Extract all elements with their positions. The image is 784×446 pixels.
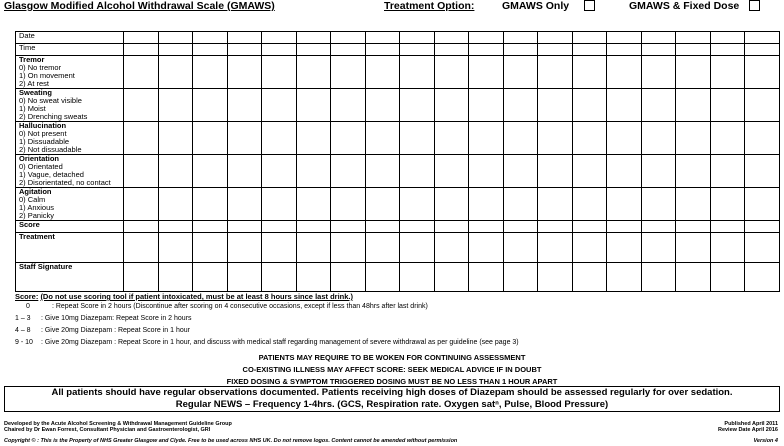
entry-cell[interactable] <box>331 221 366 233</box>
entry-cell[interactable] <box>710 89 745 122</box>
entry-cell[interactable] <box>538 221 573 233</box>
entry-cell[interactable] <box>572 89 607 122</box>
row-option: 2) Not dissuadable <box>19 145 82 154</box>
row-option: 1) On movement <box>19 71 75 80</box>
entry-cell[interactable] <box>538 188 573 221</box>
observations-line-2: Regular NEWS – Frequency 1-4hrs. (GCS, Respiration rate. Oxygen satⁿ, Pulse, Blood Pressure) <box>175 399 609 410</box>
entry-cell[interactable] <box>296 221 331 233</box>
entry-cell[interactable] <box>158 44 193 56</box>
entry-cell[interactable] <box>365 155 400 188</box>
entry-cell[interactable] <box>193 155 228 188</box>
row-label-cell <box>16 233 124 263</box>
entry-cell[interactable] <box>745 89 780 122</box>
entry-cell[interactable] <box>296 188 331 221</box>
entry-cell[interactable] <box>158 221 193 233</box>
entry-cell[interactable] <box>400 89 435 122</box>
entry-cell[interactable] <box>607 233 642 263</box>
row-label-cell <box>16 44 124 56</box>
row-label-cell <box>16 188 124 221</box>
row-label: Tremor <box>19 55 45 64</box>
entry-cell[interactable] <box>572 233 607 263</box>
footer-copyright: Copyright © : This is the Property of NHS Greater Glasgow and Clyde. Free to be used across NHS UK. Do not remove logos. Content cannot be amended without permission <box>4 438 458 444</box>
grid-row <box>16 56 780 89</box>
entry-cell[interactable] <box>158 89 193 122</box>
row-option: 2) Panicky <box>19 211 55 220</box>
entry-cell[interactable] <box>641 44 676 56</box>
entry-cell[interactable] <box>400 122 435 155</box>
entry-cell[interactable] <box>607 89 642 122</box>
entry-cell[interactable] <box>434 122 469 155</box>
entry-cell[interactable] <box>124 89 159 122</box>
row-label: Agitation <box>19 187 52 196</box>
entry-cell[interactable] <box>434 89 469 122</box>
entry-cell[interactable] <box>434 44 469 56</box>
entry-cell[interactable] <box>538 89 573 122</box>
entry-cell[interactable] <box>262 233 297 263</box>
entry-cell[interactable] <box>503 44 538 56</box>
entry-cell[interactable] <box>262 32 297 44</box>
option-gmaws-only-label: GMAWS Only <box>502 0 570 12</box>
footer-published: Published April 2011 <box>724 421 778 427</box>
entry-cell[interactable] <box>262 221 297 233</box>
entry-cell[interactable] <box>331 188 366 221</box>
entry-cell[interactable] <box>607 155 642 188</box>
entry-cell[interactable] <box>538 155 573 188</box>
row-option: 0) Not present <box>19 129 67 138</box>
entry-cell[interactable] <box>193 263 228 292</box>
entry-cell[interactable] <box>434 233 469 263</box>
entry-cell[interactable] <box>572 263 607 292</box>
entry-cell[interactable] <box>503 188 538 221</box>
entry-cell[interactable] <box>158 56 193 89</box>
entry-cell[interactable] <box>227 233 262 263</box>
score-action: : Give 20mg Diazepam : Repeat Score in 1 hour, and discuss with medical staff regarding management of severe withdrawal as per guideline (see page 3) <box>40 339 519 346</box>
entry-cell[interactable] <box>607 188 642 221</box>
row-option: 1) Anxious <box>19 203 55 212</box>
entry-cell[interactable] <box>676 155 711 188</box>
entry-cell[interactable] <box>227 221 262 233</box>
entry-cell[interactable] <box>572 122 607 155</box>
entry-cell[interactable] <box>607 263 642 292</box>
entry-cell[interactable] <box>124 56 159 89</box>
entry-cell[interactable] <box>227 32 262 44</box>
entry-cell[interactable] <box>641 122 676 155</box>
entry-cell[interactable] <box>227 122 262 155</box>
entry-cell[interactable] <box>227 56 262 89</box>
entry-cell[interactable] <box>262 155 297 188</box>
entry-cell[interactable] <box>641 221 676 233</box>
entry-cell[interactable] <box>365 56 400 89</box>
row-option: 2) Drenching sweats <box>19 112 88 121</box>
score-range: 0 <box>26 303 30 310</box>
entry-cell[interactable] <box>503 221 538 233</box>
entry-cell[interactable] <box>710 221 745 233</box>
grid-row <box>16 233 780 263</box>
form-header <box>4 0 780 13</box>
entry-cell[interactable] <box>400 221 435 233</box>
row-label: Staff Signature <box>19 262 73 271</box>
score-line-1 <box>15 315 192 322</box>
entry-cell[interactable] <box>262 263 297 292</box>
grid-row <box>16 155 780 188</box>
row-label-cell <box>16 32 124 44</box>
footer-dev-line-1: Developed by the Acute Alcohol Screening & Withdrawal Management Guideline Group <box>4 421 232 427</box>
entry-cell[interactable] <box>503 56 538 89</box>
entry-cell[interactable] <box>572 56 607 89</box>
entry-cell[interactable] <box>296 89 331 122</box>
entry-cell[interactable] <box>365 32 400 44</box>
entry-cell[interactable] <box>365 263 400 292</box>
footer-developer <box>4 421 232 433</box>
entry-cell[interactable] <box>365 221 400 233</box>
score-range: 1 – 3 <box>15 315 31 322</box>
entry-cell[interactable] <box>745 122 780 155</box>
row-option: 1) Moist <box>19 104 46 113</box>
entry-cell[interactable] <box>400 56 435 89</box>
entry-cell[interactable] <box>607 56 642 89</box>
grid-row <box>16 89 780 122</box>
score-action: : Repeat Score in 2 hours (Discontinue after scoring on 4 consecutive occasions, except if less than 48hrs after last drink) <box>51 303 428 310</box>
entry-cell[interactable] <box>158 122 193 155</box>
entry-cell[interactable] <box>503 32 538 44</box>
row-option: 0) Calm <box>19 195 46 204</box>
row-label-cell <box>16 89 124 122</box>
entry-cell[interactable] <box>227 188 262 221</box>
score-range: 9 - 10 <box>15 339 33 346</box>
entry-cell[interactable] <box>193 44 228 56</box>
row-option: 2) Disorientated, no contact <box>19 178 111 187</box>
row-label: Sweating <box>19 88 52 97</box>
entry-cell[interactable] <box>296 155 331 188</box>
notice-woken: PATIENTS MAY REQUIRE TO BE WOKEN FOR CONTINUING ASSESSMENT <box>258 353 526 362</box>
entry-cell[interactable] <box>676 233 711 263</box>
entry-cell[interactable] <box>641 233 676 263</box>
entry-cell[interactable] <box>227 263 262 292</box>
entry-cell[interactable] <box>124 188 159 221</box>
entry-cell[interactable] <box>745 221 780 233</box>
entry-cell[interactable] <box>503 155 538 188</box>
entry-cell[interactable] <box>710 263 745 292</box>
row-label-cell <box>16 263 124 292</box>
entry-cell[interactable] <box>365 44 400 56</box>
entry-cell[interactable] <box>262 44 297 56</box>
entry-cell[interactable] <box>124 32 159 44</box>
entry-cell[interactable] <box>400 263 435 292</box>
row-option: 1) Dissuadable <box>19 137 70 146</box>
entry-cell[interactable] <box>538 263 573 292</box>
entry-cell[interactable] <box>331 155 366 188</box>
entry-cell[interactable] <box>503 233 538 263</box>
entry-cell[interactable] <box>365 122 400 155</box>
entry-cell[interactable] <box>641 263 676 292</box>
entry-cell[interactable] <box>745 263 780 292</box>
entry-cell[interactable] <box>193 188 228 221</box>
entry-cell[interactable] <box>676 32 711 44</box>
entry-cell[interactable] <box>710 155 745 188</box>
entry-cell[interactable] <box>503 122 538 155</box>
entry-cell[interactable] <box>538 122 573 155</box>
entry-cell[interactable] <box>469 233 504 263</box>
entry-cell[interactable] <box>676 56 711 89</box>
entry-cell[interactable] <box>331 263 366 292</box>
entry-cell[interactable] <box>572 188 607 221</box>
entry-cell[interactable] <box>538 44 573 56</box>
entry-cell[interactable] <box>124 263 159 292</box>
entry-cell[interactable] <box>676 263 711 292</box>
entry-cell[interactable] <box>262 188 297 221</box>
grid-row <box>16 221 780 233</box>
entry-cell[interactable] <box>124 155 159 188</box>
score-line-2 <box>15 327 190 334</box>
score-note: (Do not use scoring tool if patient intoxicated, must be at least 8 hours since last drink.) <box>40 292 353 301</box>
entry-cell[interactable] <box>641 32 676 44</box>
entry-cell[interactable] <box>365 188 400 221</box>
treatment-option-label: Treatment Option: <box>384 0 475 12</box>
entry-cell[interactable] <box>158 32 193 44</box>
row-option: 0) Orientated <box>19 162 63 171</box>
entry-cell[interactable] <box>227 155 262 188</box>
entry-cell[interactable] <box>538 233 573 263</box>
entry-cell[interactable] <box>193 122 228 155</box>
row-option: 2) At rest <box>19 79 50 88</box>
grid-row <box>16 44 780 56</box>
entry-cell[interactable] <box>193 233 228 263</box>
entry-cell[interactable] <box>469 155 504 188</box>
row-option: 0) No sweat visible <box>19 96 82 105</box>
entry-cell[interactable] <box>296 56 331 89</box>
entry-cell[interactable] <box>538 56 573 89</box>
entry-cell[interactable] <box>745 44 780 56</box>
entry-cell[interactable] <box>296 263 331 292</box>
footer-version: Version 4 <box>753 438 778 444</box>
option-gmaws-fixed-dose-checkbox[interactable] <box>749 0 760 11</box>
grid-row <box>16 188 780 221</box>
entry-cell[interactable] <box>193 89 228 122</box>
row-label-cell <box>16 155 124 188</box>
entry-cell[interactable] <box>641 56 676 89</box>
entry-cell[interactable] <box>469 221 504 233</box>
entry-cell[interactable] <box>641 188 676 221</box>
entry-cell[interactable] <box>434 263 469 292</box>
entry-cell[interactable] <box>572 155 607 188</box>
row-label: Hallucination <box>19 121 67 130</box>
entry-cell[interactable] <box>710 44 745 56</box>
entry-cell[interactable] <box>227 89 262 122</box>
entry-cell[interactable] <box>296 122 331 155</box>
entry-cell[interactable] <box>227 44 262 56</box>
entry-cell[interactable] <box>607 221 642 233</box>
score-heading <box>15 292 353 301</box>
row-label: Time <box>19 43 36 52</box>
entry-cell[interactable] <box>469 188 504 221</box>
entry-cell[interactable] <box>641 155 676 188</box>
entry-cell[interactable] <box>745 32 780 44</box>
entry-cell[interactable] <box>710 122 745 155</box>
entry-cell[interactable] <box>469 122 504 155</box>
entry-cell[interactable] <box>503 263 538 292</box>
entry-cell[interactable] <box>124 233 159 263</box>
row-label-cell <box>16 56 124 89</box>
assessment-grid <box>15 31 780 292</box>
notice-fixed-dosing: FIXED DOSING & SYMPTOM TRIGGERED DOSING MUST BE NO LESS THAN 1 HOUR APART <box>226 377 558 386</box>
entry-cell[interactable] <box>676 89 711 122</box>
entry-cell[interactable] <box>262 56 297 89</box>
entry-cell[interactable] <box>745 188 780 221</box>
row-label: Date <box>19 31 35 40</box>
entry-cell[interactable] <box>572 32 607 44</box>
row-option: 1) Vague, detached <box>19 170 84 179</box>
entry-cell[interactable] <box>538 32 573 44</box>
option-gmaws-only-checkbox[interactable] <box>584 0 595 11</box>
entry-cell[interactable] <box>158 263 193 292</box>
entry-cell[interactable] <box>400 155 435 188</box>
entry-cell[interactable] <box>710 188 745 221</box>
notice-coexisting: CO-EXISTING ILLNESS MAY AFFECT SCORE: SEEK MEDICAL ADVICE IF IN DOUBT <box>242 365 542 374</box>
entry-cell[interactable] <box>124 221 159 233</box>
score-range: 4 – 8 <box>15 327 31 334</box>
entry-cell[interactable] <box>331 233 366 263</box>
entry-cell[interactable] <box>400 32 435 44</box>
option-gmaws-fixed-dose-label: GMAWS & Fixed Dose <box>629 0 740 12</box>
entry-cell[interactable] <box>469 263 504 292</box>
entry-cell[interactable] <box>710 233 745 263</box>
entry-cell[interactable] <box>745 155 780 188</box>
score-line-3 <box>15 339 519 346</box>
entry-cell[interactable] <box>400 233 435 263</box>
entry-cell[interactable] <box>365 233 400 263</box>
row-label-cell <box>16 122 124 155</box>
form-title: Glasgow Modified Alcohol Withdrawal Scale (GMAWS) <box>4 0 275 12</box>
footer-review: Review Date April 2016 <box>717 427 778 433</box>
entry-cell[interactable] <box>124 44 159 56</box>
entry-cell[interactable] <box>710 56 745 89</box>
entry-cell[interactable] <box>262 122 297 155</box>
entry-cell[interactable] <box>607 122 642 155</box>
entry-cell[interactable] <box>434 56 469 89</box>
entry-cell[interactable] <box>296 44 331 56</box>
entry-cell[interactable] <box>676 44 711 56</box>
entry-cell[interactable] <box>434 32 469 44</box>
entry-cell[interactable] <box>400 44 435 56</box>
entry-cell[interactable] <box>745 233 780 263</box>
entry-cell[interactable] <box>262 89 297 122</box>
footer-dev-line-2: Chaired by Dr Ewan Forrest, Consultant Physician and Gastroenterologist, GRI <box>4 427 211 433</box>
entry-cell[interactable] <box>331 56 366 89</box>
score-label: Score: <box>15 292 39 301</box>
entry-cell[interactable] <box>193 56 228 89</box>
score-action: : Give 20mg Diazepam : Repeat Score in 1 hour <box>40 327 190 334</box>
row-label: Orientation <box>19 154 60 163</box>
entry-cell[interactable] <box>745 56 780 89</box>
grid-row <box>16 263 780 292</box>
entry-cell[interactable] <box>193 32 228 44</box>
entry-cell[interactable] <box>124 122 159 155</box>
observations-box <box>4 386 780 412</box>
entry-cell[interactable] <box>296 233 331 263</box>
row-label: Score <box>19 220 40 229</box>
entry-cell[interactable] <box>331 32 366 44</box>
entry-cell[interactable] <box>296 32 331 44</box>
grid-row <box>16 122 780 155</box>
grid-row <box>16 32 780 44</box>
entry-cell[interactable] <box>676 221 711 233</box>
row-label: Treatment <box>19 232 55 241</box>
observations-line-1: All patients should have regular observations documented. Patients receiving high doses of Diazepam should be assessed regularly for over sedation. <box>51 387 733 398</box>
entry-cell[interactable] <box>607 44 642 56</box>
entry-cell[interactable] <box>572 44 607 56</box>
entry-cell[interactable] <box>193 221 228 233</box>
entry-cell[interactable] <box>434 188 469 221</box>
entry-cell[interactable] <box>469 56 504 89</box>
entry-cell[interactable] <box>400 188 435 221</box>
row-label-cell <box>16 221 124 233</box>
entry-cell[interactable] <box>676 122 711 155</box>
score-line-0 <box>26 303 428 310</box>
entry-cell[interactable] <box>572 221 607 233</box>
entry-cell[interactable] <box>503 89 538 122</box>
footer-dates <box>718 421 778 433</box>
entry-cell[interactable] <box>331 122 366 155</box>
entry-cell[interactable] <box>676 188 711 221</box>
entry-cell[interactable] <box>434 155 469 188</box>
entry-cell[interactable] <box>469 44 504 56</box>
entry-cell[interactable] <box>331 44 366 56</box>
entry-cell[interactable] <box>469 32 504 44</box>
entry-cell[interactable] <box>434 221 469 233</box>
entry-cell[interactable] <box>365 89 400 122</box>
score-action: : Give 10mg Diazepam: Repeat Score in 2 hours <box>40 315 192 322</box>
entry-cell[interactable] <box>158 233 193 263</box>
row-option: 0) No tremor <box>19 63 62 72</box>
entry-cell[interactable] <box>158 155 193 188</box>
entry-cell[interactable] <box>641 89 676 122</box>
entry-cell[interactable] <box>158 188 193 221</box>
entry-cell[interactable] <box>607 32 642 44</box>
entry-cell[interactable] <box>710 32 745 44</box>
entry-cell[interactable] <box>469 89 504 122</box>
entry-cell[interactable] <box>331 89 366 122</box>
